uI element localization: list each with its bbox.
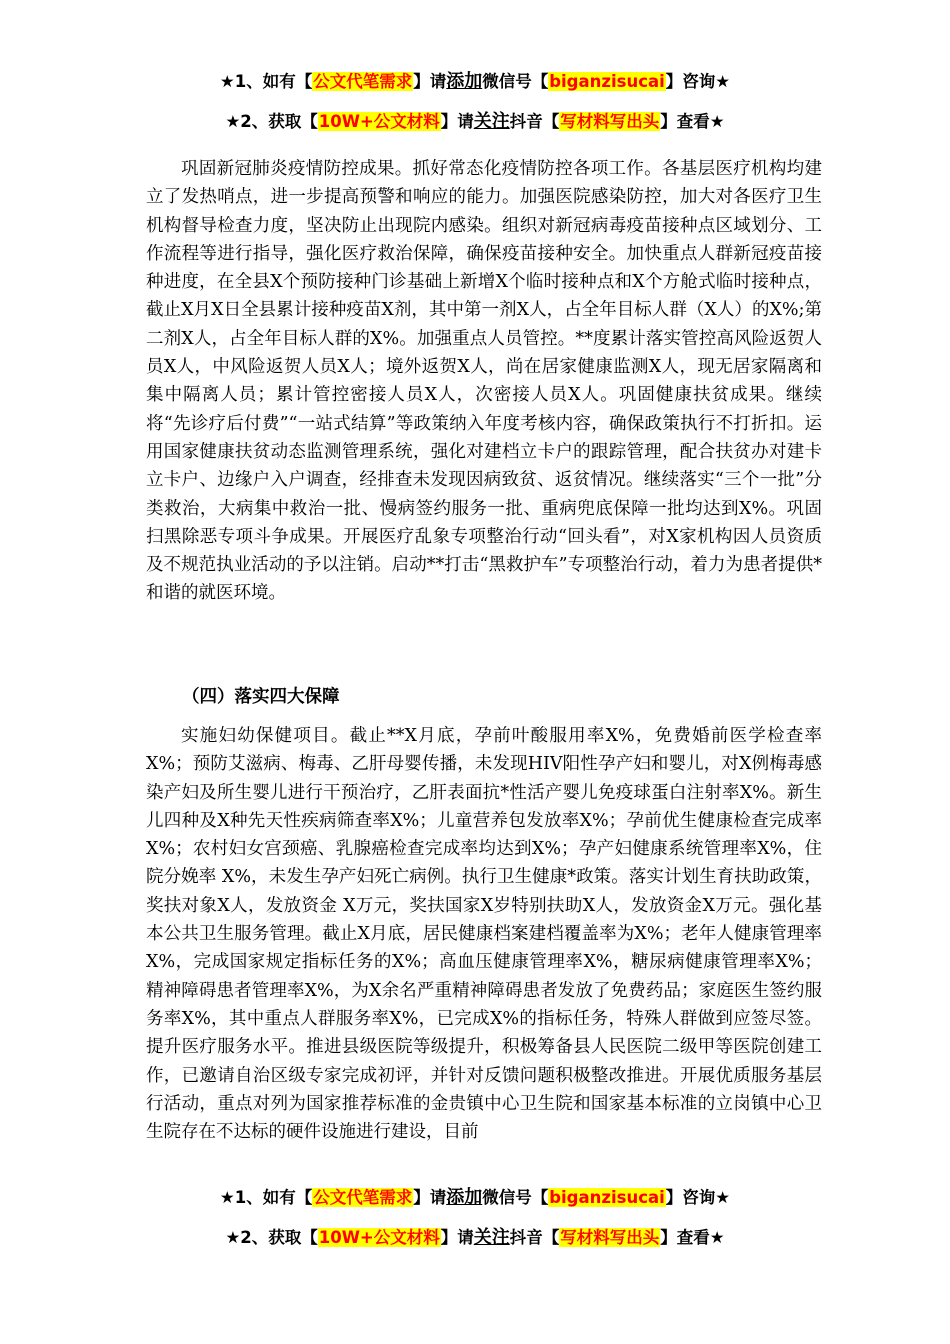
banner-text: 】请 xyxy=(440,1228,474,1247)
paragraph-epidemic-prevention: 巩固新冠肺炎疫情防控成果。抓好常态化疫情防控各项工作。各基层医疗机构均建立了发热哨点，进一步提高预警和响应的能力。加强医院感染防控，加大对各医疗卫生机构督导检查力度，坚决防止出现院内感染。组织对新冠病毒疫苗接种点区域划分、工作流程等进行指导，强化医疗救治保障，确保疫苗接种安全。加快重点人群新冠疫苗接种进度，在全县X个预防接种门诊基础上新增X个临时接种点和X个方舱式临时接种点，截止X月X日全县累计接种疫苗X剂，其中第一剂X人，占全年目标人群（X人）的X%;第二剂X人，占全年目标人群的X%。加强重点人员管控。**度累计落实管控高风险返贺人员X人，中风险返贺人员X人；境外返贺X人，尚在居家健康监测X人，现无居家隔离和集中隔离人员；累计管控密接人员X人，次密接人员X人。巩固健康扶贫成果。继续将“先诊疗后付费”“一站式结算”等政策纳入年度考核内容，确保政策执行不打折扣。运用国家健康扶贫动态监测管理系统，强化对建档立卡户的跟踪管理，配合扶贫办对建卡立卡户、边缘户入户调查，经排查未发现因病致贫、返贫情况。继续落实“三个一批”分类救治，大病集中救治一批、慢病签约服务一批、重病兜底保障一批均达到X%。巩固扫黑除恶专项斗争成果。开展医疗乱象专项整治行动“回头看”，对X家机构因人员资质及不规范执业活动的予以注销。启动**打击“黑救护车”专项整治行动，着力为患者提供*和谐的就医环境。 xyxy=(146,159,822,604)
banner-text: 】查看★ xyxy=(660,1228,725,1247)
top-banner-line-1 xyxy=(0,70,950,94)
underlined-add: 添加 xyxy=(446,1187,483,1208)
underlined-add: 添加 xyxy=(446,71,483,92)
banner-text: 】请 xyxy=(440,112,474,131)
highlight-ghostwriting: 公文代笔需求 xyxy=(313,72,413,91)
banner-text: 微信号【 xyxy=(482,1188,549,1207)
bottom-banner-line-2 xyxy=(0,1226,950,1250)
banner-text: 】查看★ xyxy=(660,112,725,131)
highlight-materials: 10W+公文材料 xyxy=(318,1228,440,1247)
section-heading: （四）落实四大保障 xyxy=(182,687,340,707)
banner-text: 】请 xyxy=(413,1188,447,1207)
highlight-materials: 10W+公文材料 xyxy=(318,112,440,131)
highlight-wechat-id: biganzisucai xyxy=(549,72,665,91)
underlined-follow: 关注 xyxy=(473,1227,510,1248)
banner-text: 】咨询★ xyxy=(665,1188,731,1207)
underlined-follow: 关注 xyxy=(473,111,510,132)
banner-text: 】请 xyxy=(413,72,447,91)
banner-text: 微信号【 xyxy=(482,72,549,91)
highlight-douyin-account: 写材料写出头 xyxy=(560,112,660,131)
banner-text: ★2、获取【 xyxy=(225,1228,318,1247)
banner-text: ★1、如有【 xyxy=(219,1188,313,1207)
paragraph-four-guarantees: 实施妇幼保健项目。截止**X月底，孕前叶酸服用率X%，免费婚前医学检查率X%；预防艾滋病、梅毒、乙肝母婴传播，未发现HIV阳性孕产妇和婴儿，对X例梅毒感染产妇及所生婴儿进行干预治疗，乙肝表面抗*性活产婴儿免疫球蛋白注射率X%。新生儿四种及X种先天性疾病筛查率X%；儿童营养包发放率X%；孕前优生健康检查完成率X%；农村妇女宫颈癌、乳腺癌检查完成率均达到X%；孕产妇健康系统管理率X%，住院分娩率 X%，未发生孕产妇死亡病例。执行卫生健康*政策。落实计划生育扶助政策，奖扶对象X人，发放资金 X万元，奖扶国家X岁特别扶助X人，发放资金X万元。强化基本公共卫生服务管理。截止X月底，居民健康档案建档覆盖率为X%；老年人健康管理率X%，完成国家规定指标任务的X%；高血压健康管理率X%，糖尿病健康管理率X%；精神障碍患者管理率X%，为X余名严重精神障碍患者发放了免费药品；家庭医生签约服务率X%，其中重点人群服务率X%，已完成X%的指标任务，特殊人群做到应签尽签。提升医疗服务水平。推进县级医院等级提升，积极筹备县人民医院二级甲等医院创建工作，已邀请自治区级专家完成初评，并针对反馈问题积极整改推进。开展优质服务基层行活动，重点对列为国家推荐标准的金贵镇中心卫生院和国家基本标准的立岗镇中心卫生院存在不达标的硬件设施进行建设，目前 xyxy=(146,726,822,1143)
bottom-banner-line-1 xyxy=(0,1186,950,1210)
banner-text: 抖音【 xyxy=(509,112,560,131)
highlight-douyin-account: 写材料写出头 xyxy=(560,1228,660,1247)
highlight-ghostwriting: 公文代笔需求 xyxy=(313,1188,413,1207)
banner-text: ★1、如有【 xyxy=(219,72,313,91)
top-banner-line-2 xyxy=(0,110,950,134)
highlight-wechat-id: biganzisucai xyxy=(549,1188,665,1207)
banner-text: 】咨询★ xyxy=(665,72,731,91)
banner-text: ★2、获取【 xyxy=(225,112,318,131)
banner-text: 抖音【 xyxy=(509,1228,560,1247)
